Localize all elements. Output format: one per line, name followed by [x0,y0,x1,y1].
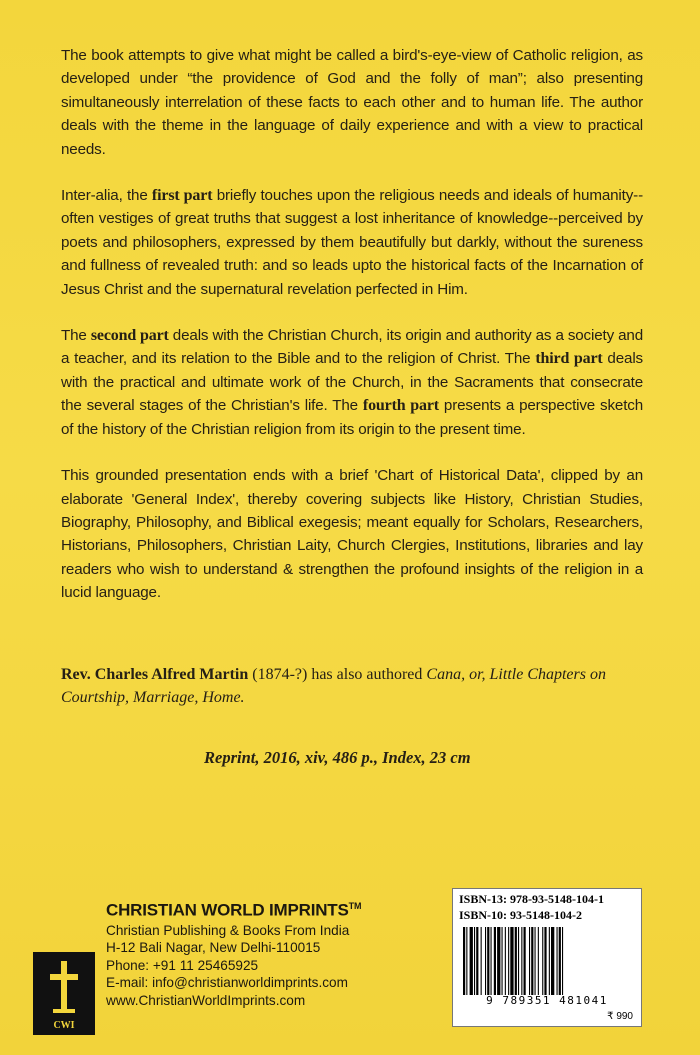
isbn-10: ISBN-10: 93-5148-104-2 [459,908,582,922]
publisher-name [106,895,426,922]
barcode-bar [508,927,509,995]
cross-icon [61,961,67,1013]
logo-text: CWI [53,1020,75,1031]
cross-icon-bar [50,974,78,980]
barcode-bar [544,927,546,995]
blurb-bold-term: second part [90,327,169,345]
barcode-bar [476,927,478,995]
cwi-logo [33,952,95,1035]
blurb-paragraph-1: The book attempts to give what might be called a bird's-eye-view of Catholic religion, as developed under “the providence of God and the folly of man”; also presenting simultaneously interrelation of these facts to each other and to human life. The author deals with the theme in the language of daily experience and with a view to practical needs. [61,47,643,158]
author-name: Rev. Charles Alfred Martin [61,666,249,683]
barcode-bar [557,927,558,995]
barcode-bar [474,927,475,995]
barcode-bar [485,927,486,995]
barcode-bar [524,927,526,995]
barcode-bar [470,927,473,995]
barcode-bar [542,927,543,995]
publisher-tagline: Christian Publishing & Books From India [106,922,350,938]
publisher-name-text: CHRISTIAN WORLD IMPRINTS [106,900,349,920]
barcode-bar [531,927,533,995]
publisher-address: H-12 Bali Nagar, New Delhi-110015 [106,940,321,956]
barcode-bar [463,927,465,995]
blurb-text: The [61,327,91,345]
isbn-13: ISBN-13: 978-93-5148-104-1 [459,892,604,906]
author-note [61,663,646,709]
barcode-bar [466,927,467,995]
publisher-phone: Phone: +91 11 25465925 [106,957,259,973]
back-cover-blurb [61,44,643,628]
barcode-bar [521,927,522,995]
blurb-text: Inter-alia, the [61,187,152,205]
barcode-bar [497,927,500,995]
barcode-bar [502,927,503,995]
publisher-block [106,895,426,1010]
blurb-text: presents a perspective sketch of the history of the Christian religion from its origin to the present time. [61,397,644,438]
cross-icon-base [53,1009,75,1013]
blurb-text: briefly touches upon the religious needs and ideals of humanity--often vestiges of great truths that suggest a lost inheritance of knowledge--perceived by poets and philosophers, expressed by them beautifully but darkly, without the sureness and fullness of revealed truth: and so leads upto the historical facts of the Incarnation of Jesus Christ and the supernatural revelation perfected in Him. [61,187,643,298]
barcode-bar [551,927,554,995]
blurb-paragraph-2 [61,184,643,301]
barcode-bar [562,927,563,995]
blurb-paragraph-3 [61,324,643,441]
price-label: ₹ 990 [607,1011,633,1022]
barcode-bar [494,927,496,995]
blurb-bold-term: third part [535,350,603,368]
blurb-bold-term: fourth part [362,397,439,415]
barcode-bar [518,927,519,995]
blurb-paragraph-4: This grounded presentation ends with a brief 'Chart of Historical Data', clipped by an elaborate 'General Index', thereby covering subjects like History, Christian Studies, Biography, Philosophy, and Biblical exegesis; meant equally for Scholars, Researchers, Historians, Philosophers, Christian Laity, Church Clergies, Institutions, libraries and lay readers who wish to understand & strengthen the profound insights of the religion in a lucid language. [61,467,643,602]
barcode-digits: 9 789351 481041 [486,994,608,1007]
barcode-bar [491,927,492,995]
barcode-bar [538,927,539,995]
barcode-bar [529,927,530,995]
publisher-email: E-mail: info@christianworldimprints.com [106,975,348,991]
barcode-bar [505,927,506,995]
blurb-text: deals with the practical and ultimate work of the Church, in the Sacraments that consecrate the several stages of the Christian's life. The [61,350,643,415]
publisher-website: www.ChristianWorldImprints.com [106,993,306,1009]
barcode-icon [463,927,631,995]
blurb-text: deals with the Christian Church, its origin and authority as a society and a teacher, and its relation to the Bible and to the religion of Christ. The [61,327,643,368]
author-years: (1874-?) has also authored [248,666,427,683]
barcode-bar [535,927,536,995]
barcode-bar [481,927,482,995]
trademark-mark: TM [348,901,362,911]
reprint-info: Reprint, 2016, xiv, 486 p., Index, 23 cm [204,748,471,767]
barcode-box [452,888,642,1027]
barcode-bar [559,927,561,995]
barcode-bar [487,927,489,995]
barcode-bar [515,927,517,995]
other-book-title: Cana, or, Little Chapters on Courtship, Marriage, Home. [61,666,606,706]
barcode-bar [510,927,513,995]
barcode-bar [549,927,550,995]
blurb-bold-term: first part [151,187,213,205]
